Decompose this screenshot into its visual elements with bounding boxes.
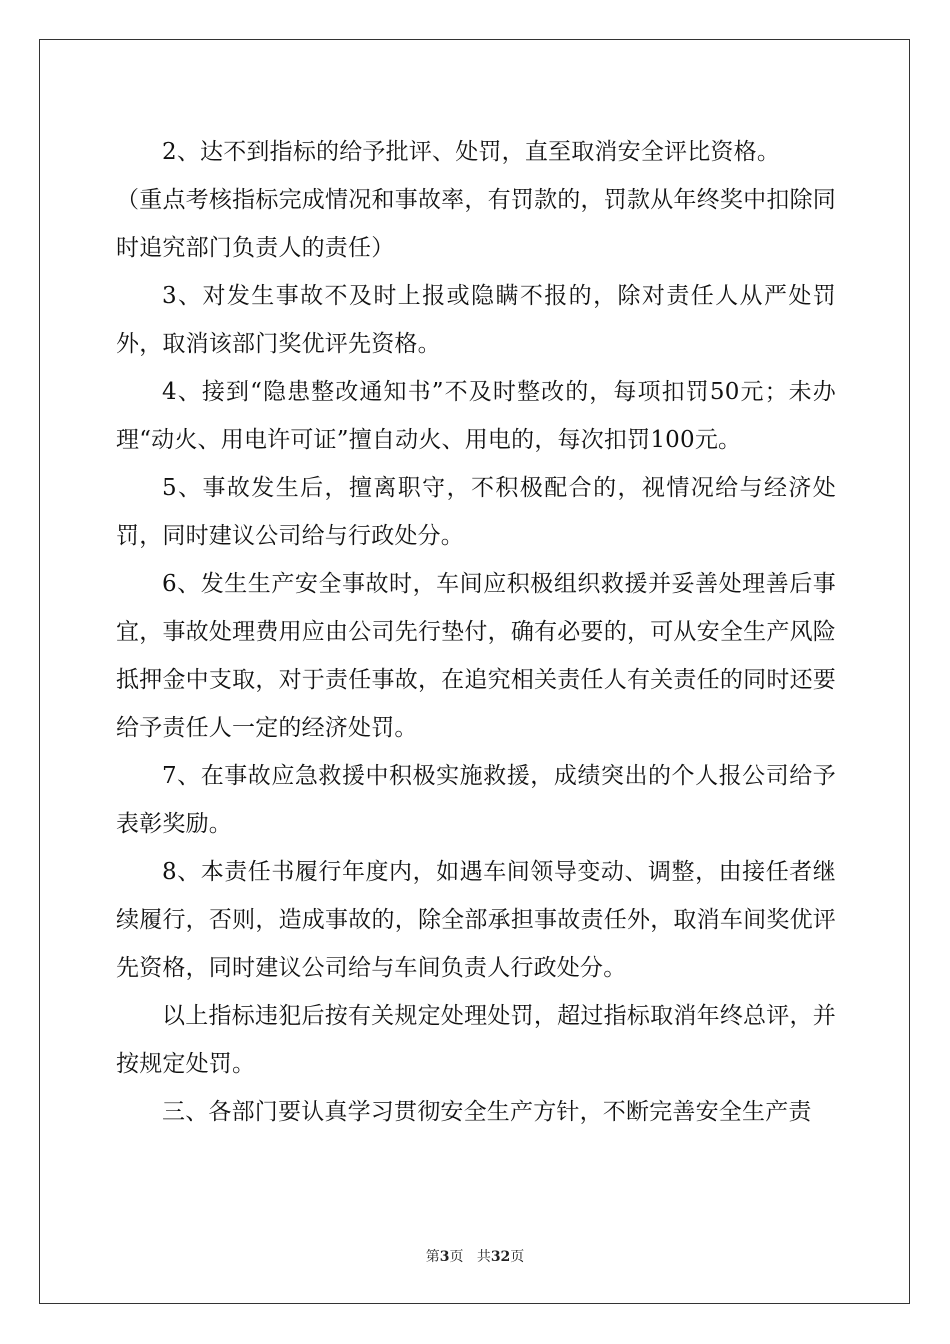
paragraph-10: 三、各部门要认真学习贯彻安全生产方针，不断完善安全生产责 (162, 1099, 812, 1125)
paragraph-4: 4、接到“隐患整改通知书”不及时整改的，每项扣罚50元；未办理“动火、用电许可证”擅自动火、用电的，每次扣罚100元。 (116, 379, 836, 453)
paragraph-2: （重点考核指标完成情况和事故率，有罚款的，罚款从年终奖中扣除同时追究部门负责人的责任） (116, 187, 836, 261)
paragraph-9: 以上指标违犯后按有关规定处理处罚，超过指标取消年终总评，并按规定处罚。 (116, 1003, 836, 1077)
paragraph-3: 3、对发生事故不及时上报或隐瞒不报的，除对责任人从严处罚外，取消该部门奖优评先资格。 (116, 283, 836, 357)
footer-page-unit: 页 (449, 1249, 464, 1265)
footer-total-prefix: 共 (476, 1249, 491, 1265)
page-footer (0, 1246, 950, 1266)
document-body (116, 128, 836, 1136)
footer-page-number: 3 (439, 1249, 450, 1265)
footer-total-unit: 页 (510, 1249, 525, 1265)
paragraph-1: 2、达不到指标的给予批评、处罚，直至取消安全评比资格。 (162, 139, 781, 165)
paragraph-7: 7、在事故应急救援中积极实施救援，成绩突出的个人报公司给予表彰奖励。 (116, 763, 836, 837)
footer-prefix: 第 (425, 1249, 440, 1265)
paragraph-6: 6、发生生产安全事故时，车间应积极组织救援并妥善处理善后事宜，事故处理费用应由公司先行垫付，确有必要的，可从安全生产风险抵押金中支取，对于责任事故，在追究相关责任人有关责任的同时还要给予责任人一定的经济处罚。 (116, 571, 836, 741)
paragraph-5: 5、事故发生后，擅离职守，不积极配合的，视情况给与经济处罚，同时建议公司给与行政处分。 (116, 475, 836, 549)
paragraph-8: 8、本责任书履行年度内，如遇车间领导变动、调整，由接任者继续履行，否则，造成事故的，除全部承担事故责任外，取消车间奖优评先资格，同时建议公司给与车间负责人行政处分。 (116, 859, 836, 981)
footer-total-pages: 32 (490, 1249, 511, 1265)
